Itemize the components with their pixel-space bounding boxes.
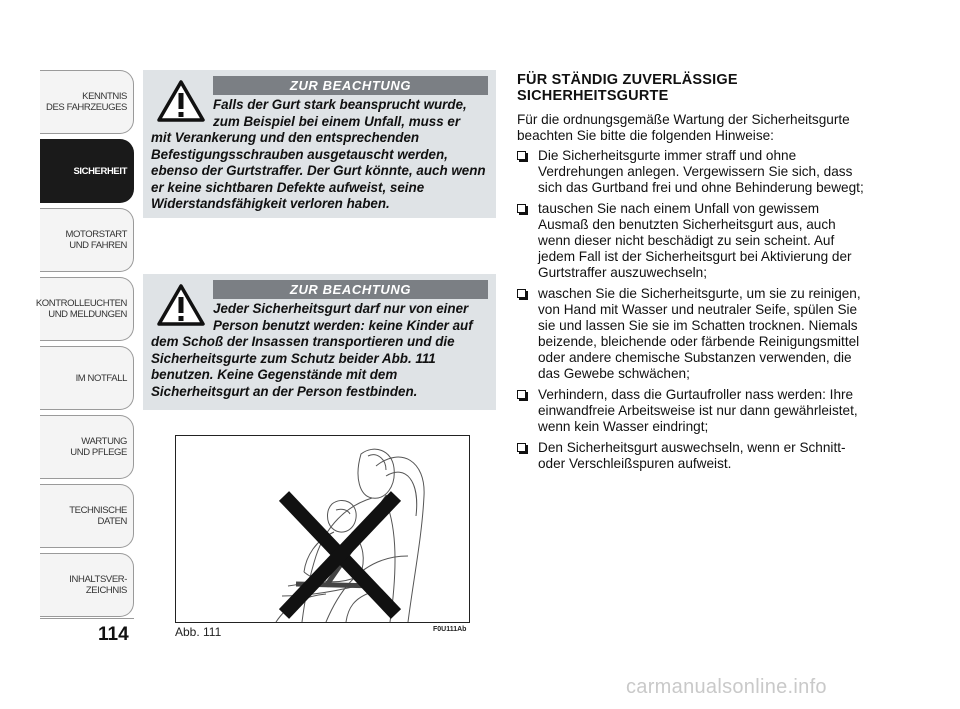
tab-notfall[interactable] (40, 346, 134, 410)
tab-kenntnis[interactable] (40, 70, 134, 134)
list-item (517, 387, 867, 435)
figure-caption: Abb. 111 (175, 625, 222, 639)
warning-heading: ZUR BEACHTUNG (213, 76, 488, 95)
section-title: FÜR STÄNDIG ZUVERLÄSSIGE SICHERHEITSGURTE (517, 72, 738, 104)
divider (40, 618, 134, 619)
checkbox-bullet-icon (517, 289, 526, 298)
warning-text-rest: mit Verankerung und den entsprechenden Befestigungsschrauben ausgetauscht werden, ebenso der Gurtstraffer. Der Gurt könnte, auch wenn er keine sichtbaren Defekte aufweist, seine Widerstandsfähigkeit verloren haben. (151, 130, 486, 211)
tab-label: IM NOTFALL (75, 372, 127, 384)
checkbox-bullet-icon (517, 151, 526, 160)
page-number: 114 (98, 624, 129, 645)
list-item-text: tauschen Sie nach einem Unfall von gewissem Ausmaß den benutzten Sicherheitsgurt aus, auch wenn dieser nicht beschädigt zu sein scheint. Auf jedem Fall ist der Sicherheitsgurt bei Aktivierung der Gurtstraffer auszuwechseln; (538, 201, 852, 280)
tab-label: KENNTNIS DES FAHRZEUGES (46, 91, 127, 113)
chapter-tabs (35, 70, 134, 622)
tab-label: WARTUNG UND PFLEGE (70, 436, 127, 458)
section-intro: Für die ordnungsgemäße Wartung der Sicherheitsgurte beachten Sie bitte die folgenden Hinweise: (517, 112, 850, 143)
warning-text-lead: Jeder Sicherheitsgurt darf nur von einer Person benutzt werden: keine Kinder auf (213, 301, 473, 333)
list-item (517, 201, 867, 281)
tab-technische-daten[interactable] (40, 484, 134, 548)
watermark: carmanualsonline.info (626, 676, 827, 698)
warning-box-2 (143, 274, 496, 410)
tab-label: INHALTSVER- ZEICHNIS (69, 574, 127, 596)
list-item (517, 286, 867, 382)
warning-heading: ZUR BEACHTUNG (213, 280, 488, 299)
tab-wartung[interactable] (40, 415, 134, 479)
warning-box-1 (143, 70, 496, 218)
warning-triangle-icon (157, 80, 205, 122)
warning-triangle-icon (157, 284, 205, 326)
checkbox-bullet-icon (517, 443, 526, 452)
illustration-child-on-lap (175, 435, 470, 623)
tab-label: TECHNISCHE DATEN (69, 505, 127, 527)
warning-text-rest: dem Schoß der Insassen transportieren und die Sicherheitsgurte zum Schutz beider Abb. 111 benutzen. Keine Gegenstände mit dem Sicherheitsgurt an der Person festbinden. (151, 334, 455, 399)
checkbox-bullet-icon (517, 390, 526, 399)
list-item-text: Verhindern, dass die Gurtaufroller nass werden: Ihre einwandfreie Arbeitsweise ist nur dann gewährleistet, wenn kein Wasser eindringt; (538, 387, 858, 434)
list-item-text: waschen Sie die Sicherheitsgurte, um sie zu reinigen, von Hand mit Wasser und neutraler Seife, spülen Sie sie und lassen Sie sie im Schatten trocknen. Niemals beizende, bleichende oder färbende Reinigungsmittel oder andere chemische Substanzen verwenden, die das Gewebe schwächen; (538, 286, 861, 381)
checkbox-bullet-icon (517, 204, 526, 213)
tab-kontrolleuchten[interactable] (35, 277, 134, 341)
tab-motorstart[interactable] (40, 208, 134, 272)
seat-drawing (176, 436, 469, 622)
tab-label: SICHERHEIT (73, 165, 127, 177)
warning-text-lead: Falls der Gurt stark beansprucht wurde, zum Beispiel bei einem Unfall, muss er (213, 97, 467, 129)
tab-inhaltsverzeichnis[interactable] (40, 553, 134, 617)
maintenance-section (517, 72, 867, 477)
tab-label: KONTROLLEUCHTEN UND MELDUNGEN (35, 298, 127, 320)
list-item (517, 440, 867, 472)
list-item-text: Die Sicherheitsgurte immer straff und ohne Verdrehungen anlegen. Vergewissern Sie sich, dass sich das Gurtband frei und ohne Behinderung bewegt; (538, 148, 864, 195)
hint-list (517, 148, 867, 472)
tab-label: MOTORSTART UND FAHREN (65, 229, 127, 251)
figure-code: F0U111Ab (433, 626, 467, 633)
list-item (517, 148, 867, 196)
list-item-text: Den Sicherheitsgurt auswechseln, wenn er Schnitt- oder Verschleißspuren aufweist. (538, 440, 846, 471)
tab-sicherheit[interactable] (40, 139, 134, 203)
